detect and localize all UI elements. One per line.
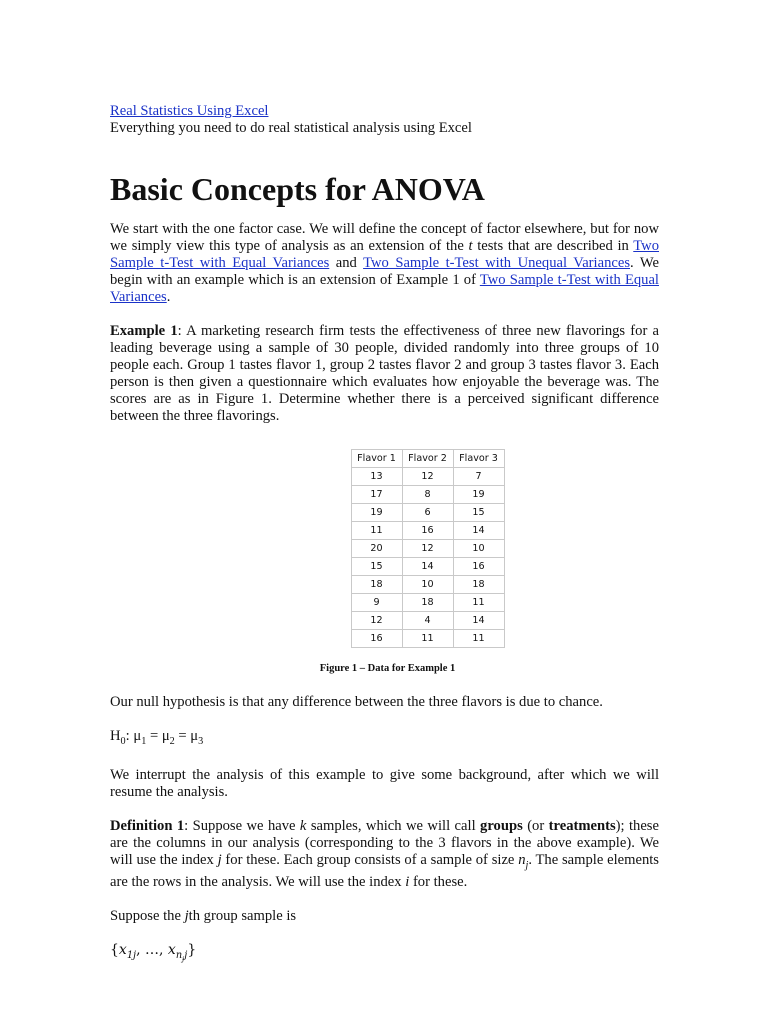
figure-caption: Figure 1 – Data for Example 1 (319, 663, 456, 674)
table-cell: 14 (453, 522, 504, 540)
set-x1-sub: 1j (126, 949, 137, 961)
example-paragraph (110, 323, 659, 425)
table-cell: 11 (453, 630, 504, 648)
definition-text-7: for these. (409, 873, 468, 890)
intro-t-italic: t (468, 238, 473, 254)
table-cell: 16 (402, 522, 453, 540)
definition-paragraph (110, 818, 659, 891)
set-x2-sub2: j (184, 949, 188, 961)
set-formula (110, 942, 659, 968)
table-cell: 6 (402, 504, 453, 522)
interrupt-paragraph: We interrupt the analysis of this example to give some background, after which we will resume the analysis. (110, 766, 659, 800)
link-unequal-variances[interactable]: Two Sample t-Test with Unequal Variances (363, 255, 630, 271)
table-row (351, 540, 504, 558)
table-row (351, 576, 504, 594)
table-cell: 11 (351, 522, 402, 540)
intro-text-5: . (166, 289, 171, 305)
data-table (351, 449, 505, 648)
intro-text-4: . We begin with an example which is an extension of Example 1 of (110, 255, 659, 288)
column-header: Flavor 1 (351, 450, 402, 468)
formula-mu1: : μ (125, 728, 142, 744)
table-cell: 10 (402, 576, 453, 594)
set-x2-subsub: j (182, 954, 185, 963)
table-cell: 18 (453, 576, 504, 594)
set-x1: x (118, 941, 127, 958)
definition-i: i (405, 873, 410, 890)
hypothesis-formula (110, 728, 659, 750)
formula-h-sub: 0 (120, 735, 126, 747)
table-cell: 12 (402, 468, 453, 486)
intro-paragraph (110, 221, 659, 306)
link-equal-variances[interactable]: Two Sample t-Test with Equal Variances (110, 238, 659, 271)
null-hypothesis-paragraph: Our null hypothesis is that any difference between the three flavors is due to chance. (110, 694, 603, 710)
definition-treatments: treatments (548, 817, 616, 834)
site-tagline: Everything you need to do real statistical analysis using Excel (110, 120, 472, 136)
formula-h: H (110, 728, 121, 744)
set-close-brace: } (187, 941, 197, 958)
column-header: Flavor 3 (453, 450, 504, 468)
definition-label: Definition 1 (110, 817, 185, 834)
table-cell: 20 (351, 540, 402, 558)
table-cell: 7 (453, 468, 504, 486)
set-x2-sub: n (175, 949, 183, 961)
table-cell: 19 (351, 504, 402, 522)
example-label: Example 1 (110, 323, 178, 339)
suppose-paragraph (110, 908, 659, 925)
definition-text-2: samples, which we will call (306, 817, 481, 834)
definition-j: j (217, 851, 222, 868)
suppose-j: j (184, 907, 189, 924)
table-cell: 18 (402, 594, 453, 612)
table-row (351, 468, 504, 486)
page-title: Basic Concepts for ANOVA (110, 171, 485, 207)
table-cell: 11 (402, 630, 453, 648)
table-cell: 18 (351, 576, 402, 594)
definition-text-6: . The sample elements are the rows in the analysis. We will use the index (110, 851, 659, 890)
table-cell: 12 (402, 540, 453, 558)
definition-n-sub: j (525, 859, 529, 871)
set-ellipsis: , …, (136, 941, 168, 958)
definition-text-3: (or (522, 817, 549, 834)
table-row (351, 558, 504, 576)
table-cell: 14 (402, 558, 453, 576)
site-link[interactable]: Real Statistics Using Excel (110, 103, 269, 119)
formula-sub-2: 2 (169, 735, 175, 747)
formula-sub-1: 1 (141, 735, 147, 747)
definition-text-5: for these. Each group consists of a sample of size (221, 851, 519, 868)
table-cell: 9 (351, 594, 402, 612)
table-cell: 13 (351, 468, 402, 486)
formula-sub-3: 3 (198, 735, 204, 747)
formula-mu3: = μ (174, 728, 199, 744)
suppose-text-2: th group sample is (188, 907, 297, 924)
table-cell: 14 (453, 612, 504, 630)
definition-text-4: ); these are the columns in our analysis (corresponding to the 3 flavors in the above example). We will use the index (110, 817, 659, 868)
table-cell: 19 (453, 486, 504, 504)
table-row (351, 504, 504, 522)
table-header-row (351, 450, 504, 468)
definition-n: n (518, 851, 526, 868)
definition-groups: groups (480, 817, 523, 834)
table-row (351, 630, 504, 648)
intro-text-3: and (329, 255, 364, 271)
table-cell: 15 (351, 558, 402, 576)
table-row (351, 522, 504, 540)
figure-1 (110, 449, 659, 648)
table-cell: 8 (402, 486, 453, 504)
table-cell: 4 (402, 612, 453, 630)
table-cell: 15 (453, 504, 504, 522)
table-row (351, 594, 504, 612)
intro-text-1: We start with the one factor case. We will define the concept of factor elsewhere, but for now we simply view this type of analysis as an extension of the (110, 221, 659, 254)
suppose-text-1: Suppose the (110, 907, 185, 924)
intro-text-2: tests that are described in (472, 238, 634, 254)
set-x2: x (167, 941, 176, 958)
formula-mu2: = μ (146, 728, 170, 744)
example-text: : A marketing research firm tests the effectiveness of three new flavorings for a leading beverage using a sample of 30 people, divided randomly into three groups of 10 people each. Group 1 tastes flavor 1, group 2 tastes flavor 2 and group 3 tastes flavor 3. Each person is then given a questionnaire which evaluates how enjoyable the beverage was. The scores are as in Figure 1. Determine whether there is a perceived significant difference between the three flavorings. (110, 323, 659, 424)
set-open-brace: { (110, 941, 119, 958)
link-equal-variances-2[interactable]: Two Sample t-Test with Equal Variances (110, 272, 659, 305)
table-cell: 16 (453, 558, 504, 576)
table-row (351, 486, 504, 504)
table-cell: 11 (453, 594, 504, 612)
definition-k: k (299, 817, 307, 834)
column-header: Flavor 2 (402, 450, 453, 468)
definition-text-1: : Suppose we have (184, 817, 300, 834)
table-cell: 17 (351, 486, 402, 504)
table-cell: 10 (453, 540, 504, 558)
table-cell: 12 (351, 612, 402, 630)
table-row (351, 612, 504, 630)
table-cell: 16 (351, 630, 402, 648)
document-page (110, 103, 659, 968)
